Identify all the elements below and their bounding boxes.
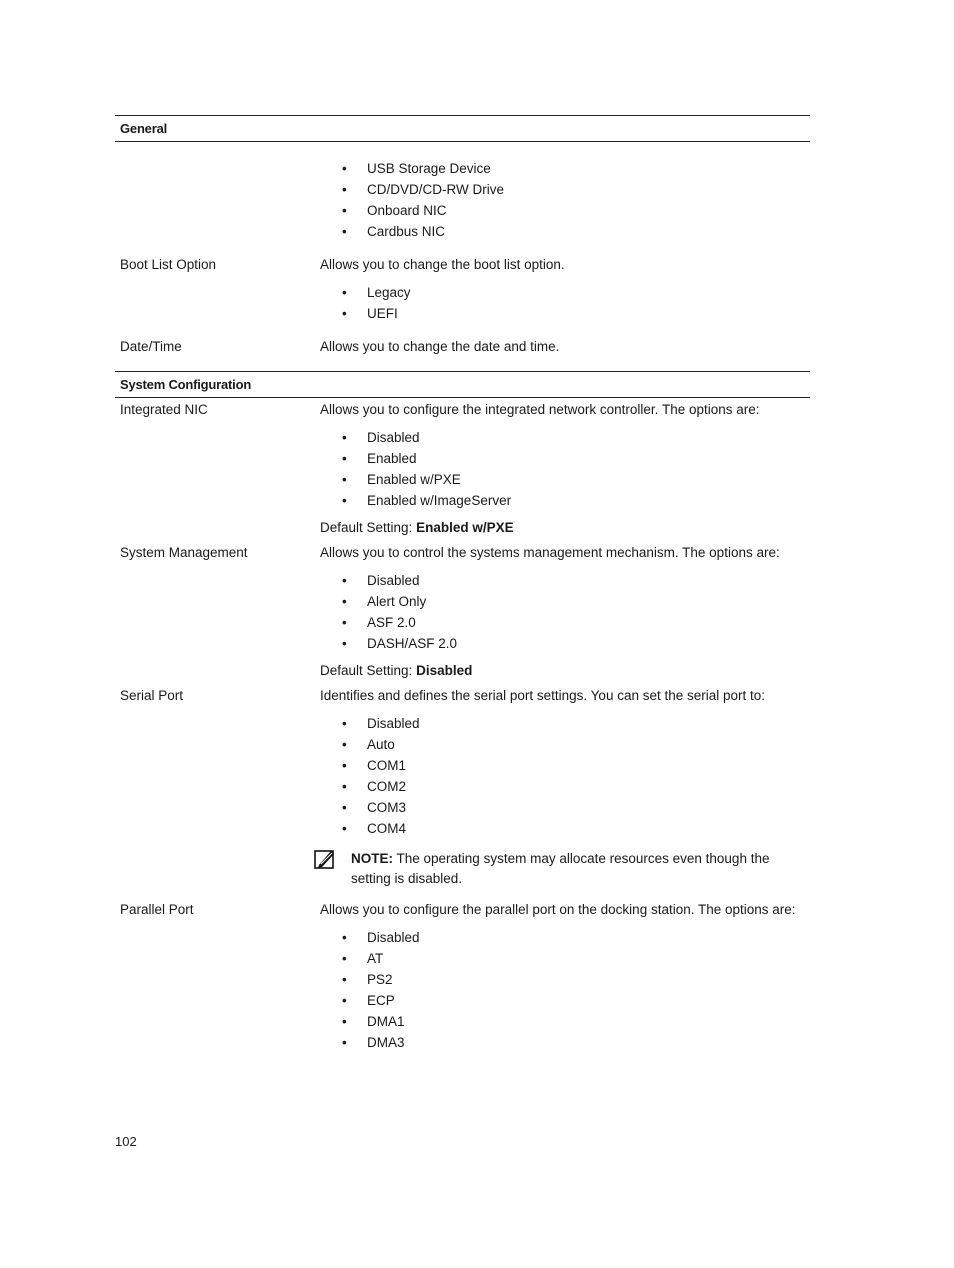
note-body: The operating system may allocate resources even though the setting is disabled.: [351, 851, 770, 886]
list-item: • COM4: [320, 818, 810, 839]
list-item: • COM3: [320, 797, 810, 818]
list-item: • Alert Only: [320, 591, 810, 612]
row-description: Allows you to change the date and time.: [320, 339, 560, 354]
row-description: Allows you to change the boot list option.: [320, 257, 565, 272]
settings-document: [115, 115, 810, 1053]
note-label: NOTE:: [351, 851, 393, 866]
row-label: System Management: [120, 545, 248, 560]
boot-device-list: [320, 158, 810, 242]
list-item: • Onboard NIC: [320, 200, 810, 221]
row-description: Identifies and defines the serial port settings. You can set the serial port to:: [320, 688, 766, 703]
list-item: • Cardbus NIC: [320, 221, 810, 242]
row-label: Boot List Option: [120, 257, 217, 272]
row-description: Allows you to configure the parallel port on the docking station. The options are:: [320, 902, 796, 917]
integrated-nic-options: [320, 427, 810, 511]
row-label-empty: [115, 158, 320, 242]
list-item: • Disabled: [320, 570, 810, 591]
row-label: Serial Port: [120, 688, 184, 703]
list-item: • USB Storage Device: [320, 158, 810, 179]
list-item: • Disabled: [320, 927, 810, 948]
default-prefix: Default Setting:: [320, 663, 413, 678]
list-item: • CD/DVD/CD-RW Drive: [320, 179, 810, 200]
list-item: • DASH/ASF 2.0: [320, 633, 810, 654]
row-description: Allows you to configure the integrated network controller. The options are:: [320, 402, 760, 417]
list-item: • COM2: [320, 776, 810, 797]
list-item: • ASF 2.0: [320, 612, 810, 633]
row-description: Allows you to control the systems management mechanism. The options are:: [320, 545, 780, 560]
boot-list-row: [115, 257, 810, 324]
default-prefix: Default Setting:: [320, 520, 413, 535]
pencil-note-icon: [314, 848, 336, 870]
section-heading-system-configuration: System Configuration: [115, 371, 810, 398]
list-item: • Enabled w/ImageServer: [320, 490, 810, 511]
page-number: 102: [115, 1134, 137, 1149]
default-setting: [320, 663, 810, 678]
row-label: Parallel Port: [120, 902, 194, 917]
note-text: [351, 849, 810, 889]
list-item: • Enabled w/PXE: [320, 469, 810, 490]
list-item: • ECP: [320, 990, 810, 1011]
parallel-port-row: [115, 902, 810, 1053]
serial-port-row: [115, 688, 810, 889]
serial-port-options: [320, 713, 810, 839]
datetime-row: [115, 339, 810, 354]
default-value: Disabled: [416, 663, 473, 678]
section-heading-general: General: [115, 115, 810, 142]
row-label: Date/Time: [120, 339, 182, 354]
list-item: • Auto: [320, 734, 810, 755]
list-item: • COM1: [320, 755, 810, 776]
list-item: • PS2: [320, 969, 810, 990]
boot-sequence-row: [115, 158, 810, 242]
parallel-port-options: [320, 927, 810, 1053]
row-label: Integrated NIC: [120, 402, 208, 417]
list-item: • Enabled: [320, 448, 810, 469]
note-callout: [320, 849, 810, 889]
list-item: • AT: [320, 948, 810, 969]
system-management-row: [115, 545, 810, 678]
list-item: • DMA3: [320, 1032, 810, 1053]
list-item: • DMA1: [320, 1011, 810, 1032]
default-setting: [320, 520, 810, 535]
system-management-options: [320, 570, 810, 654]
boot-list-options: [320, 282, 810, 324]
list-item: • Legacy: [320, 282, 810, 303]
integrated-nic-row: [115, 402, 810, 535]
list-item: • UEFI: [320, 303, 810, 324]
list-item: • Disabled: [320, 427, 810, 448]
list-item: • Disabled: [320, 713, 810, 734]
default-value: Enabled w/PXE: [416, 520, 514, 535]
